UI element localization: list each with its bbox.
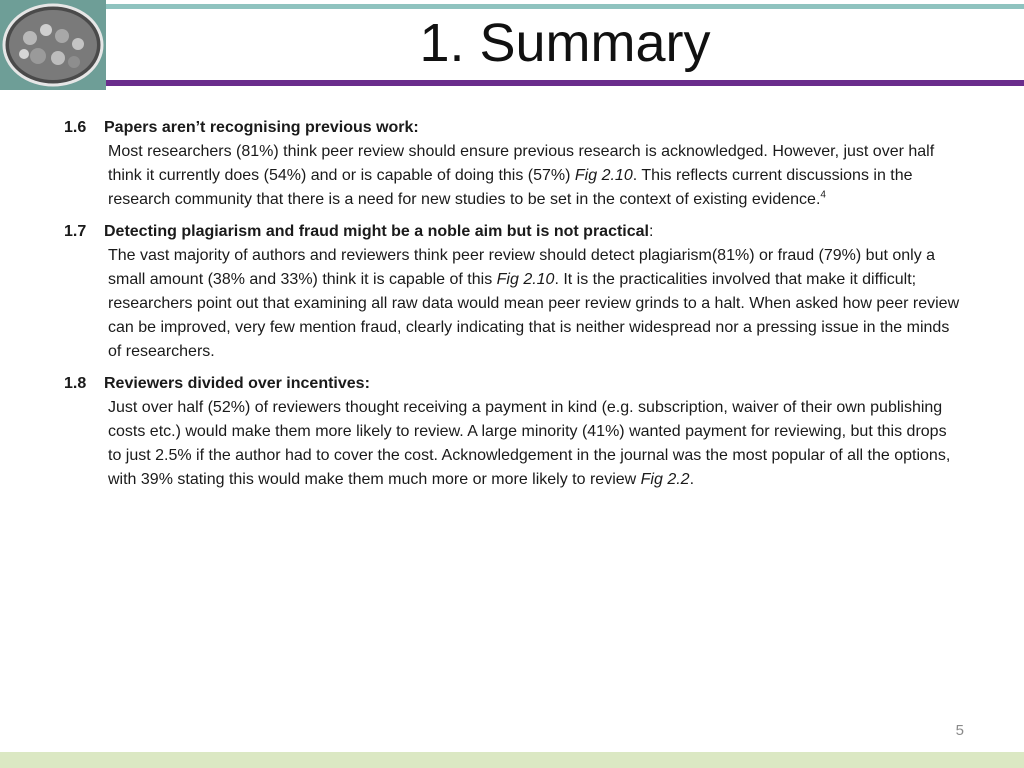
figure-reference: Fig 2.2 (640, 471, 690, 488)
section-number: 1.7 (64, 223, 87, 240)
footer-bar (0, 752, 1024, 768)
figure-reference: Fig 2.10 (574, 167, 633, 184)
section-body (64, 396, 964, 492)
section-body-text: The vast majority of authors and reviewers think peer review should detect plagiarism(81%) or fraud (79%) but only a small amount (38% and 33%) think it is capable of this (108, 247, 936, 288)
section-number: 1.8 (64, 375, 87, 392)
crowd-photo-logo-icon (0, 0, 106, 90)
section-1-8 (64, 372, 964, 492)
header-purple-bar (106, 80, 1024, 86)
section-body-text: Most researchers (81%) think peer review should ensure previous research is acknowledged. However, just over half think it currently does (54%) and or is capable of doing this (57%) (108, 143, 935, 184)
section-heading-text: Papers aren’t recognising previous work: (104, 119, 419, 136)
section-heading (64, 116, 964, 140)
section-heading-text: Detecting plagiarism and fraud might be a noble aim but is not practical (104, 223, 649, 240)
section-1-6 (64, 116, 964, 212)
summary-content (64, 116, 964, 500)
slide-title: 1. Summary (419, 13, 711, 73)
section-body (64, 244, 964, 364)
section-body-text-end: . This reflects current discussions in the research community that there is a need for new studies to be set in the context of existing evidence. (108, 167, 913, 208)
footnote-marker: 4 (820, 189, 826, 201)
section-body-text-end: . (689, 471, 695, 488)
section-heading (64, 372, 964, 396)
section-heading-suffix: : (648, 223, 654, 240)
logo (0, 0, 106, 90)
figure-reference: Fig 2.10 (496, 271, 555, 288)
section-body-text-end: . It is the practicalities involved that make it difficult; researchers point out that examining all raw data would mean peer review grinds to a halt. When asked how peer review can be improved, very few mention fraud, clearly indicating that is neither widespread nor a pressing issue in the minds of researchers. (108, 271, 960, 360)
section-1-7 (64, 220, 964, 364)
section-number: 1.6 (64, 119, 87, 136)
page-number: 5 (955, 722, 964, 739)
section-body-text: Just over half (52%) of reviewers thought receiving a payment in kind (e.g. subscription, waiver of their own publishing costs etc.) would make them more likely to review. A large minority (41%) wanted payment for reviewing, but this drops to just 2.5% if the author had to cover the cost. Acknowledgement in the journal was the most popular of all the options, with 39% stating this would make them much more or more likely to review (108, 399, 951, 488)
section-heading (64, 220, 964, 244)
section-body (64, 140, 964, 212)
section-heading-text: Reviewers divided over incentives: (104, 375, 370, 392)
